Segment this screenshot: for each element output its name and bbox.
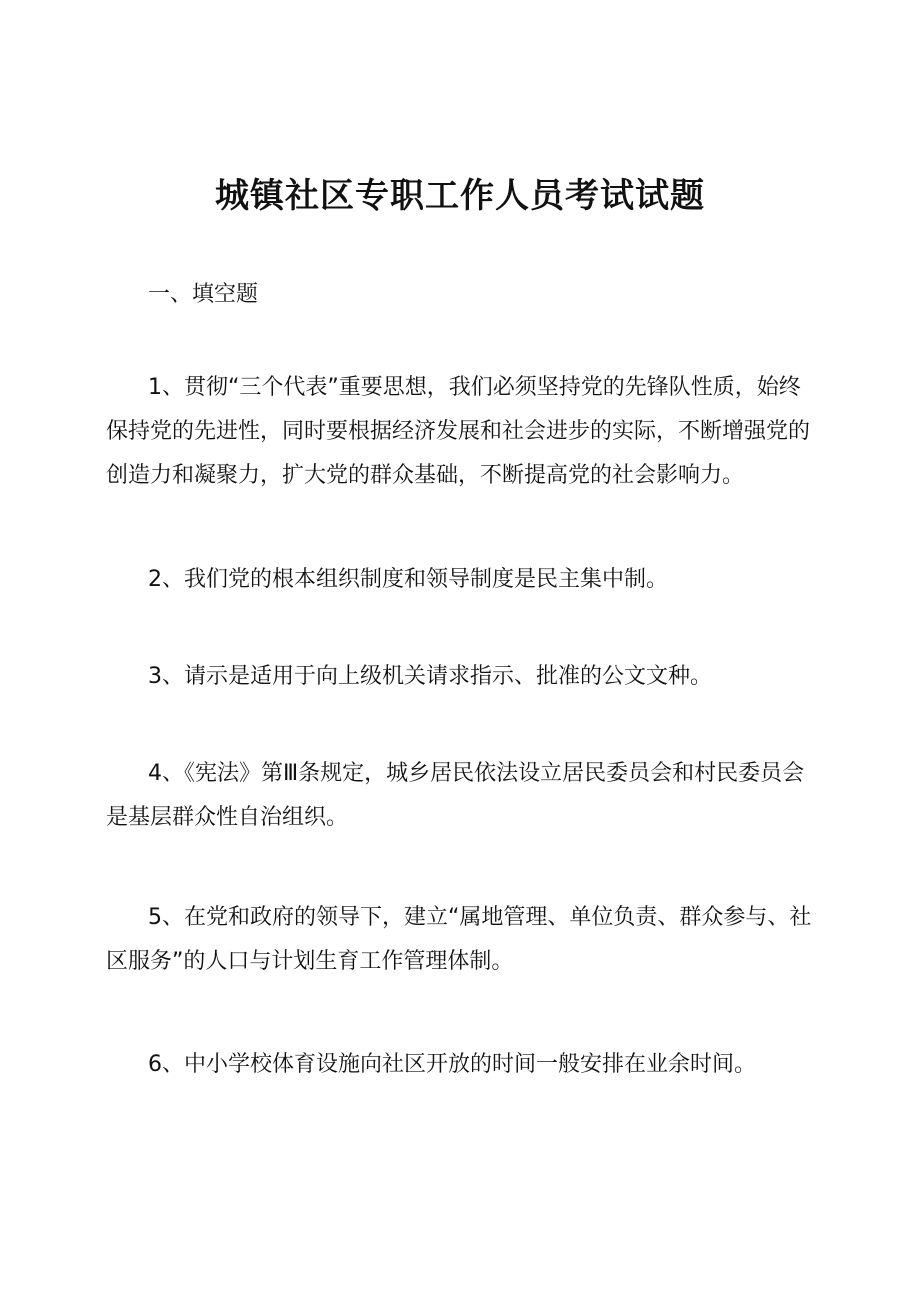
question-item: 2、我们党的根本组织制度和领导制度是民主集中制。 <box>148 567 668 592</box>
section-heading: 一、填空题 <box>148 282 259 307</box>
page-title: 城镇社区专职工作人员考试试题 <box>215 176 705 216</box>
question-item: 5、在党和政府的领导下，建立“属地管理、单位负责、群众参与、社区服务”的人口与计划生育工作管理体制。 <box>106 905 812 974</box>
question-item: 3、请示是适用于向上级机关请求指示、批准的公文文种。 <box>148 664 712 689</box>
question-item: 4、《宪法》第Ⅲ条规定，城乡居民依法设立居民委员会和村民委员会是基层群众性自治组织。 <box>106 761 805 830</box>
question-item: 1、贯彻“三个代表”重要思想，我们必须坚持党的先锋队性质，始终保持党的先进性，同时要根据经济发展和社会进步的实际，不断增强党的创造力和凝聚力，扩大党的群众基础，不断提高党的社会影响力。 <box>106 375 811 488</box>
question-item: 6、中小学校体育设施向社区开放的时间一般安排在业余时间。 <box>148 1052 756 1077</box>
